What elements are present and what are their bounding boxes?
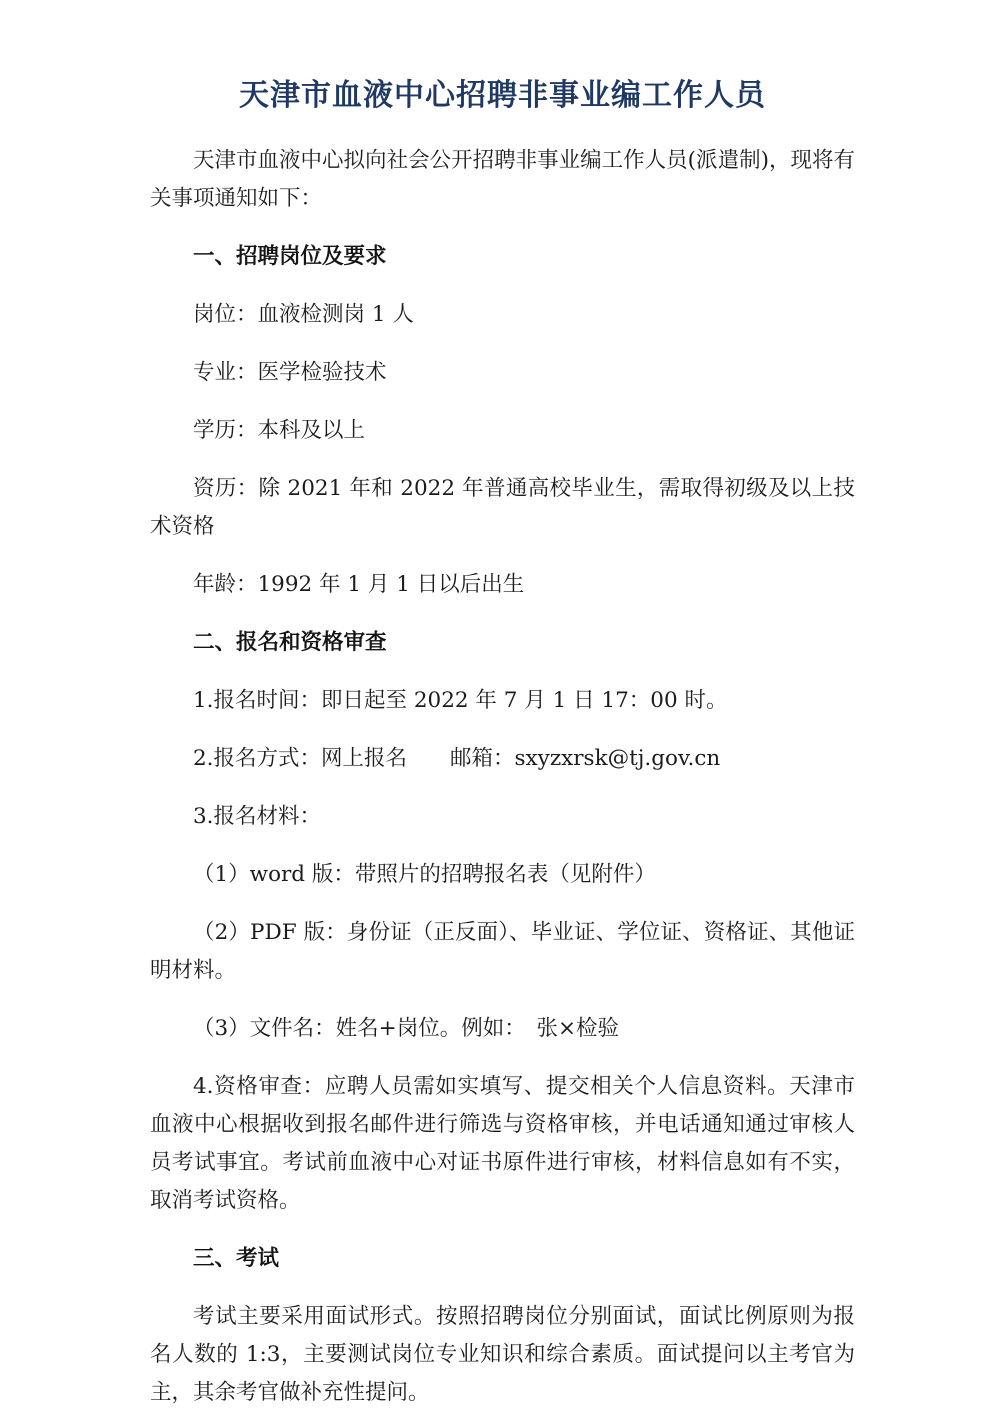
item-apply-method: 2.报名方式：网上报名 邮箱：sxyzxrsk@tj.gov.cn xyxy=(193,746,721,771)
subitem-material-filename: （3）文件名：姓名+岗位。例如： 张×检验 xyxy=(193,1016,619,1041)
subitem-material-word: （1）word 版：带照片的招聘报名表（见附件） xyxy=(193,862,656,887)
section-3-heading: 三、考试 xyxy=(193,1246,280,1271)
item-post: 岗位：血液检测岗 1 人 xyxy=(193,302,414,327)
item-seniority: 资历：除 2021 年和 2022 年普通高校毕业生，需取得初级及以上技术资格 xyxy=(150,476,855,539)
item-apply-time: 1.报名时间：即日起至 2022 年 7 月 1 日 17：00 时。 xyxy=(193,688,728,713)
section-1-heading: 一、招聘岗位及要求 xyxy=(193,244,387,269)
subitem-material-pdf: （2）PDF 版：身份证（正反面）、毕业证、学位证、资格证、其他证明材料。 xyxy=(150,920,855,983)
doc-title: 天津市血液中心招聘非事业编工作人员 xyxy=(239,78,766,113)
item-apply-materials: 3.报名材料： xyxy=(193,804,322,829)
item-age: 年龄：1992 年 1 月 1 日以后出生 xyxy=(193,572,525,597)
item-education: 学历：本科及以上 xyxy=(193,418,366,443)
exam-paragraph: 考试主要采用面试形式。按照招聘岗位分别面试，面试比例原则为报名人数的 1:3，主要测试岗位专业知识和综合素质。面试提问以主考官为主，其余考官做补充性提问。 xyxy=(150,1304,855,1405)
intro-paragraph: 天津市血液中心拟向社会公开招聘非事业编工作人员(派遣制)，现将有关事项通知如下： xyxy=(150,148,855,211)
item-qualification-review: 4.资格审查：应聘人员需如实填写、提交相关个人信息资料。天津市血液中心根据收到报名邮件进行筛选与资格审核，并电话通知通过审核人员考试事宜。考试前血液中心对证书原件进行审核，材料信息如有不实，取消考试资格。 xyxy=(150,1074,855,1213)
section-2-heading: 二、报名和资格审查 xyxy=(193,630,387,655)
item-major: 专业：医学检验技术 xyxy=(193,360,387,385)
